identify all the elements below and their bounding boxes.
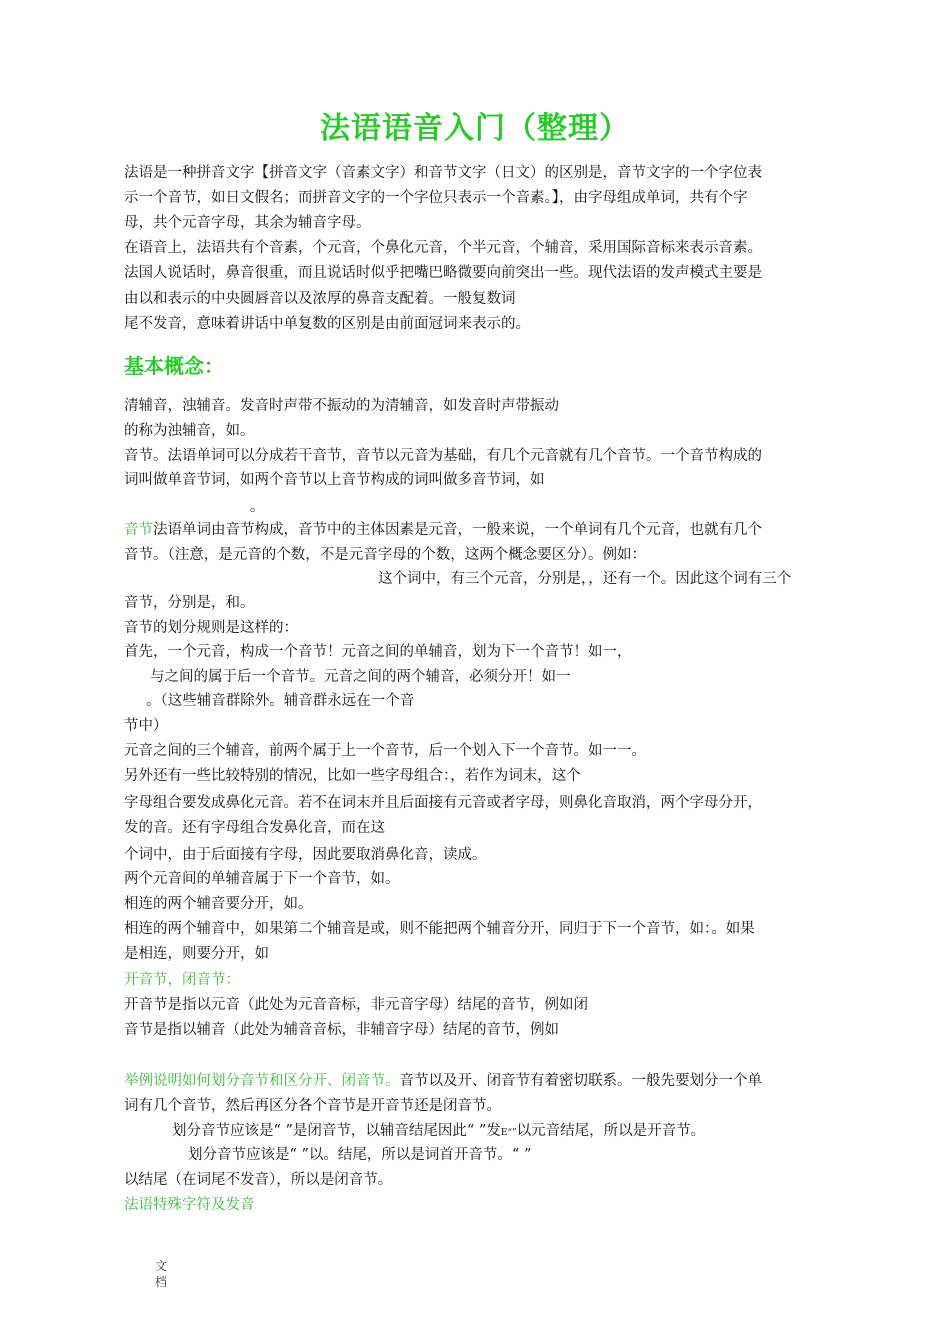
body-line: 是相连，则要分开，如 — [124, 946, 269, 962]
body-line: 这个词中，有三个元音，分别是，，还有一个。因此这个词有三个 — [378, 571, 792, 587]
body-line: 词叫做单音节词，如两个音节以上音节构成的词叫做多音节词，如 — [124, 472, 545, 488]
body-line: 划分音节应该是“ ”以。结尾，所以是词首开音节。“ ” — [188, 1147, 532, 1163]
body-line — [172, 1121, 705, 1143]
subheading-open-closed-syllable: 开音节，闭音节： — [124, 972, 240, 988]
body-text: 划分音节应该是“ ”是闭音节，以辅音结尾因此“ ”发 — [172, 1123, 501, 1139]
body-line — [124, 1071, 762, 1091]
body-line — [124, 520, 762, 540]
document-title: 法语语音入门（整理） — [320, 111, 630, 146]
body-line: 发的音。还有字母组合发鼻化音，而在这 — [124, 820, 385, 836]
intro-line: 示一个音节，如日文假名；而拼音文字的一个字位只表示一个音素。】，由字母组成单词，共有个字 — [124, 190, 748, 206]
body-text: 音节以及开、闭音节有着密切联系。一般先要划分一个单 — [399, 1073, 762, 1089]
body-line: 相连的两个辅音要分开，如。 — [124, 896, 313, 912]
intro-line: 法语是一种拼音文字【拼音文字（音素文字）和音节文字（日文）的区别是，音节文字的一个字位表 — [124, 165, 762, 181]
body-line: 音节。法语单词可以分成若干音节，音节以元音为基础，有几个元音就有几个音节。一个音节构成的 — [124, 448, 762, 464]
body-line: 音节的划分规则是这样的： — [124, 620, 298, 636]
body-line: 音节，分别是，和。 — [124, 595, 255, 611]
intro-line: 尾不发音，意味着讲话中单复数的区别是由前面冠词来表示的。 — [124, 316, 530, 332]
small-glyphs: E“” — [500, 1128, 517, 1138]
subheading-special-characters: 法语特殊字符及发音 — [124, 1197, 255, 1213]
body-line: 元音之间的三个辅音，前两个属于上一个音节，后一个划入下一个音节。如一一。 — [124, 743, 646, 759]
intro-line: 由以和表示的中央圆唇音以及浓厚的鼻音支配着。一般复数词 — [124, 291, 516, 307]
body-line: 以结尾（在词尾不发音），所以是闭音节。 — [124, 1172, 393, 1188]
body-line: 词有几个音节，然后再区分各个音节是开音节还是闭音节。 — [124, 1098, 501, 1114]
footer-label: 文档 — [155, 1259, 168, 1289]
body-line: 节中） — [124, 718, 168, 734]
intro-line: 在语音上，法语共有个音素，个元音，个鼻化元音，个半元音，个辅音，采用国际音标来表示音素。 — [124, 240, 762, 256]
body-line: 清辅音，浊辅音。发音时声带不振动的为清辅音，如发音时声带振动 — [124, 398, 559, 414]
body-line: 音节。（注意，是元音的个数，不是元音字母的个数，这两个概念要区分）。例如： — [124, 547, 646, 563]
section-heading: 基本概念： — [124, 354, 224, 378]
body-line: 首先，一个元音，构成一个音节！元音之间的单辅音，划为下一个音节！如一， — [124, 644, 632, 660]
body-line: 字母组合要发成鼻化元音。若不在词末并且后面接有元音或者字母，则鼻化音取消，两个字母分开， — [124, 795, 762, 811]
body-line: 与之间的属于后一个音节。元音之间的两个辅音，必须分开！如一 — [150, 669, 571, 685]
body-line: 音节是指以辅音（此处为辅音音标，非辅音字母）结尾的音节，例如 — [124, 1022, 559, 1038]
body-line: 两个元音间的单辅音属于下一个音节，如。 — [124, 871, 400, 887]
body-line: 。 — [250, 499, 265, 515]
body-line: 另外还有一些比较特别的情况，比如一些字母组合：，若作为词末，这个 — [124, 768, 581, 784]
body-text: 法语单词由音节构成，音节中的主体因素是元音，一般来说，一个单词有几个元音，也就有几个 — [153, 522, 762, 538]
body-line: 个词中，由于后面接有字母，因此要取消鼻化音，读成。 — [124, 847, 487, 863]
example-label: 举例说明如何划分音节和区分开、闭音节。 — [124, 1073, 400, 1089]
body-line: 的称为浊辅音，如。 — [124, 423, 255, 439]
body-line: 开音节是指以元音（此处为元音音标，非元音字母）结尾的音节，例如闭 — [124, 997, 588, 1013]
body-line: 。（这些辅音群除外。辅音群永远在一个音 — [146, 693, 415, 709]
intro-line: 法国人说话时，鼻音很重，而且说话时似乎把嘴巴略微要向前突出一些。现代法语的发声模式主要是 — [124, 265, 762, 281]
term-label: 音节 — [124, 522, 153, 538]
body-line: 相连的两个辅音中，如果第二个辅音是或，则不能把两个辅音分开，同归于下一个音节，如：。如果 — [124, 921, 755, 937]
intro-line: 母，共个元音字母，其余为辅音字母。 — [124, 215, 371, 231]
body-text: 以元音结尾，所以是开音节。 — [516, 1123, 706, 1139]
